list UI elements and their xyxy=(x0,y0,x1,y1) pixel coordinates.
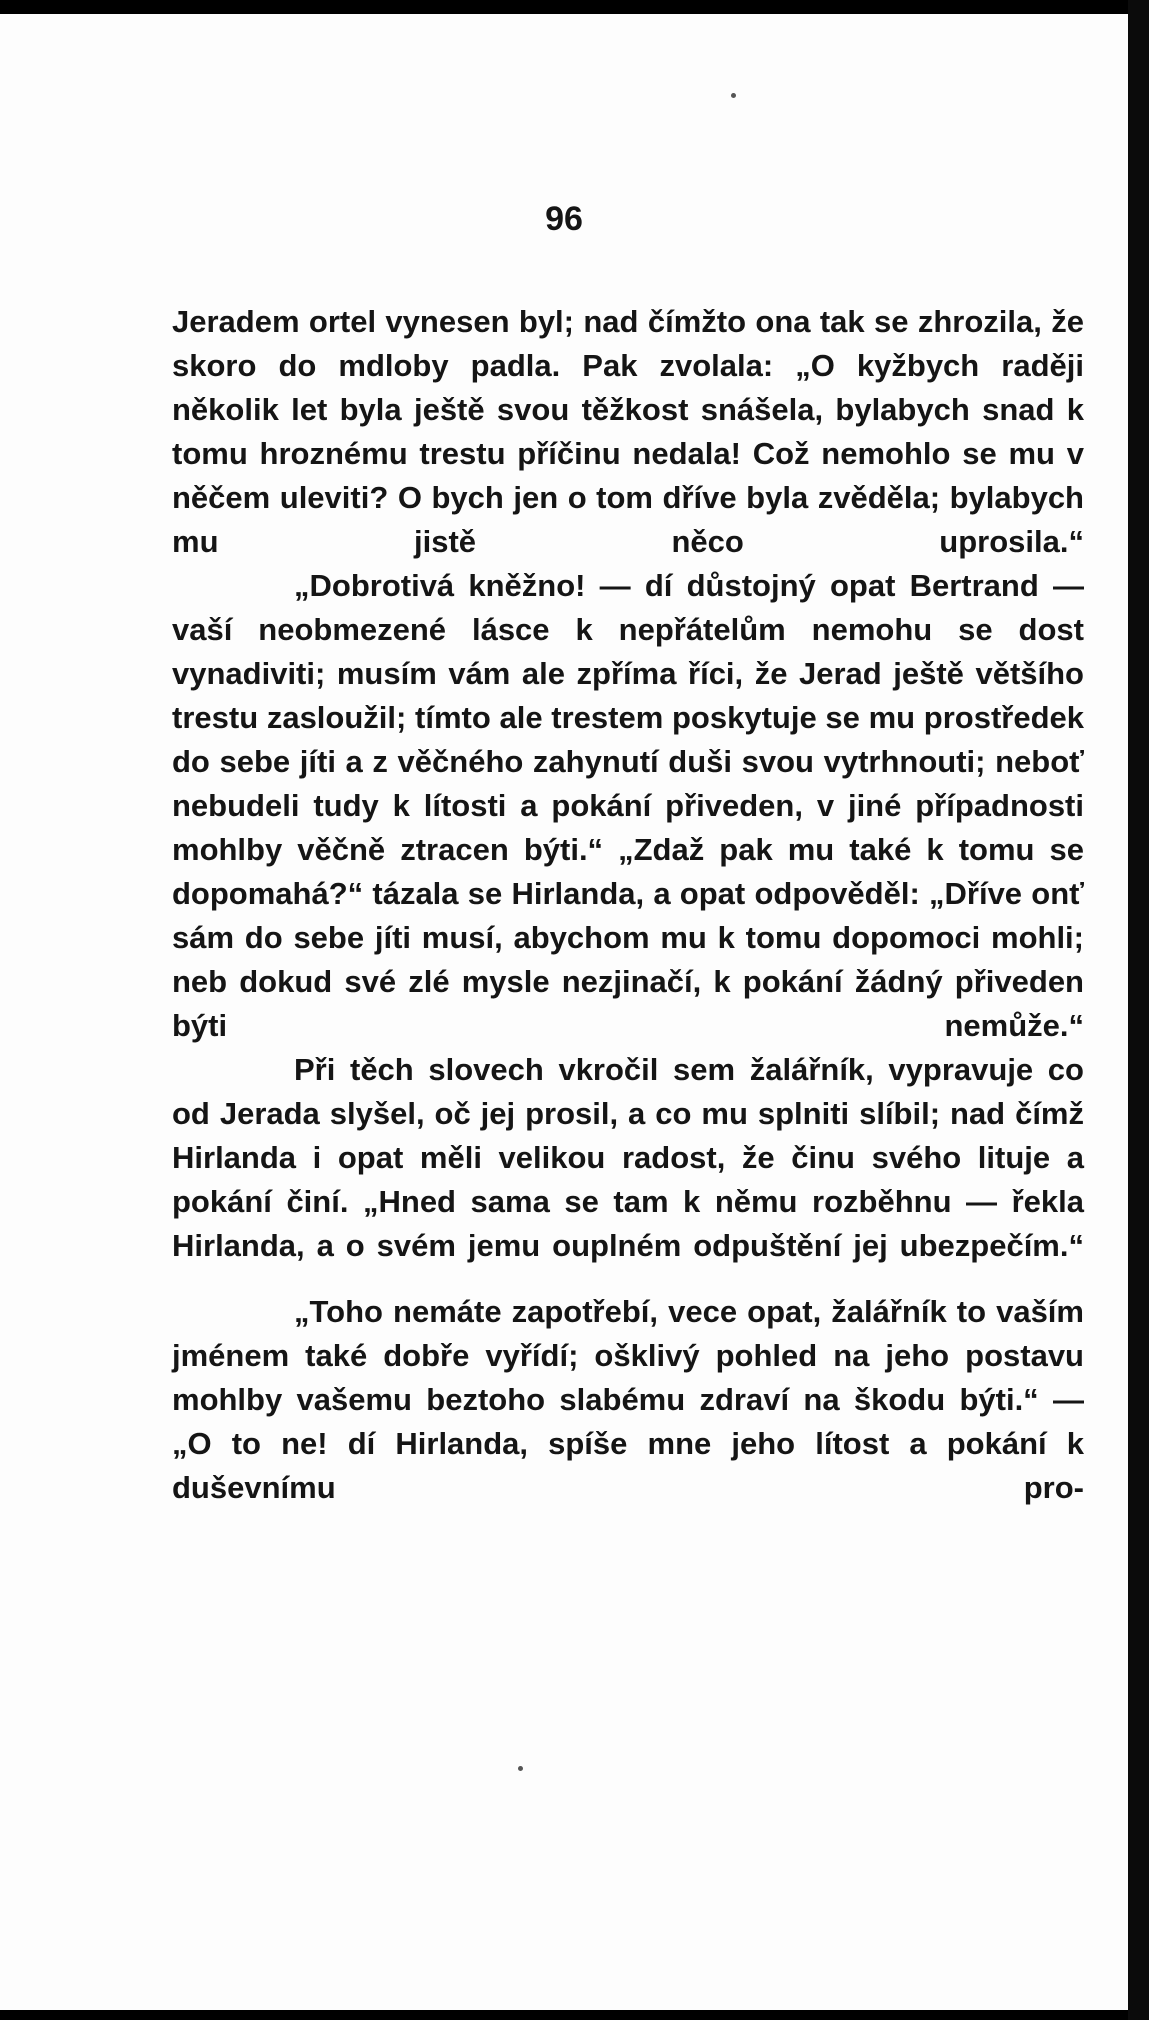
body-text xyxy=(172,300,1084,1510)
scan-speck xyxy=(731,93,736,98)
page-number: 96 xyxy=(545,200,583,238)
paragraph-2: „Dobrotivá kněžno! — dí důstojný opat Bertrand — vaší neobmezené lásce k nepřátelům nemohu se dost vynadiviti; musím vám ale zpříma říci, že Jerad ještě většího trestu zasloužil; tímto ale trestem poskytuje se mu prostředek do sebe jíti a z věčného zahynutí duši svou vytrhnouti; neboť nebudeli tudy k lítosti a pokání přiveden, v jiné případnosti mohlby věčně ztracen býti.“ „Zdaž pak mu také k tomu se dopomahá?“ tázala se Hirlanda, a opat odpověděl: „Dříve onť sám do sebe jíti musí, abychom mu k tomu dopomoci mohli; neb dokud své zlé mysle nezjinačí, k pokání žádný přiveden býti nemůže.“ xyxy=(172,568,1084,1043)
paragraph-4: „Toho nemáte zapotřebí, vece opat, žalářník to vaším jménem také dobře vyřídí; ošklivý pohled na jeho postavu mohlby vašemu beztoho slabému zdraví na škodu býti.“ — „O to ne! dí Hirlanda, spíše mne jeho lítost a pokání k duševnímu pro- xyxy=(172,1294,1084,1505)
paragraph-3: Při těch slovech vkročil sem žalářník, vypravuje co od Jerada slyšel, oč jej prosil, a co mu splniti slíbil; nad čímž Hirlanda i opat měli velikou radost, že činu svého lituje a pokání činí. „Hned sama se tam k němu rozběhnu — řekla Hirlanda, a o svém jemu ouplném odpuštění jej ubezpečím.“ xyxy=(172,1052,1084,1263)
paragraph-1: Jeradem ortel vynesen byl; nad čímžto ona tak se zhrozila, že skoro do mdloby padla. Pak zvolala: „O kyžbych raději několik let byla ještě svou těžkost snášela, bylabych snad k tomu hroznému trestu příčinu nedala! Což nemohlo se mu v něčem uleviti? O bych jen o tom dříve byla zvěděla; bylabych mu jistě něco uprosila.“ xyxy=(172,304,1084,559)
scan-edge xyxy=(1128,0,1149,2020)
scan-speck xyxy=(518,1766,523,1771)
